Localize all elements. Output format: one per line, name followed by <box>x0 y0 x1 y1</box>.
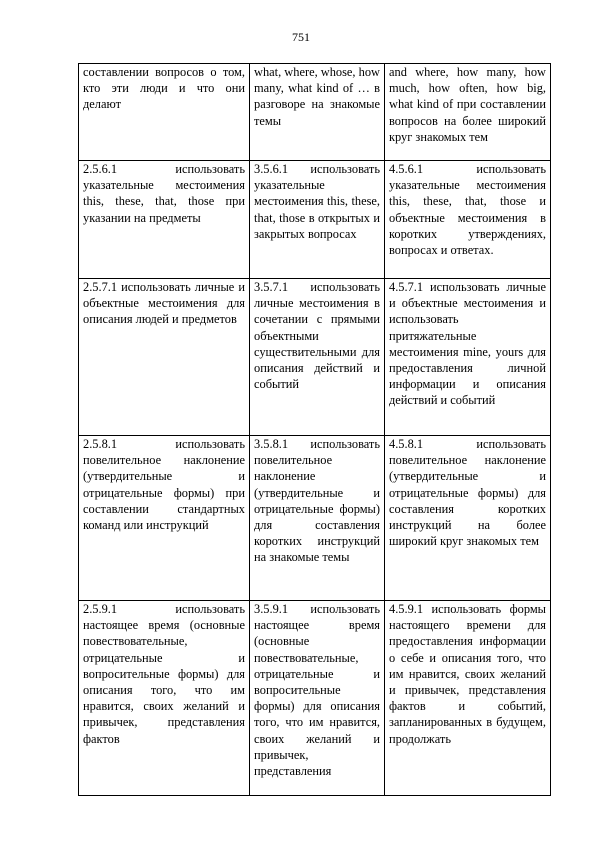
table-row <box>79 436 551 601</box>
table-row <box>79 64 551 161</box>
table-row <box>79 161 551 279</box>
table-cell-grade-2: 2.5.7.1 использовать личные и объектные местоимения для описания людей и предметов <box>79 279 250 436</box>
table-cell-grade-2: составлении вопросов о том, кто эти люди и что они делают <box>79 64 250 161</box>
table-row <box>79 601 551 796</box>
page-number: 751 <box>292 30 310 44</box>
table-cell-grade-3: what, where, whose, how many, what kind of … в разговоре на знакомые темы <box>250 64 385 161</box>
table-cell-grade-2: 2.5.9.1 использовать настоящее время (основные повествовательные, отрицательные и вопросительные формы) для описания того, что им нравится, своих желаний и привычек, представления фактов <box>79 601 250 796</box>
curriculum-table <box>78 63 551 796</box>
table-cell-grade-4: and where, how many, how much, how often, how big, what kind of при составлении вопросов на более широкий круг знакомых тем <box>385 64 551 161</box>
table-cell-grade-3: 3.5.9.1 использовать настоящее время (основные повествовательные, отрицательные и вопросительные формы) для описания того, что им нравится, своих желаний и привычек, представления <box>250 601 385 796</box>
table-cell-grade-2: 2.5.6.1 использовать указательные местоимения this, these, that, those при указании на предметы <box>79 161 250 279</box>
table-cell-grade-2: 2.5.8.1 использовать повелительное наклонение (утвердительные и отрицательные формы) при составлении стандартных команд или инструкций <box>79 436 250 601</box>
table-cell-grade-4: 4.5.9.1 использовать формы настоящего времени для предоставления информации о себе и описания того, что им нравится, своих желаний и привычек, представления фактов и событий, запланированных в будущем, продолжать <box>385 601 551 796</box>
table-cell-grade-4: 4.5.7.1 использовать личные и объектные местоимения и использовать притяжательные местоимения mine, yours для предоставления личной информации и описания действий и событий <box>385 279 551 436</box>
table-row <box>79 279 551 436</box>
table-cell-grade-3: 3.5.6.1 использовать указательные местоимения this, these, that, those в открытых и закрытых вопросах <box>250 161 385 279</box>
table-cell-grade-4: 4.5.8.1 использовать повелительное наклонение (утвердительные и отрицательные формы) для составления коротких инструкций на более широкий круг знакомых тем <box>385 436 551 601</box>
table-cell-grade-4: 4.5.6.1 использовать указательные местоимения this, these, that, those и объектные местоимения в коротких утверждениях, вопросах и ответах. <box>385 161 551 279</box>
table-cell-grade-3: 3.5.8.1 использовать повелительное наклонение (утвердительные и отрицательные формы) для составления коротких инструкций на знакомые темы <box>250 436 385 601</box>
table-cell-grade-3: 3.5.7.1 использовать личные местоимения в сочетании с прямыми объектными существительными для описания действий и событий <box>250 279 385 436</box>
